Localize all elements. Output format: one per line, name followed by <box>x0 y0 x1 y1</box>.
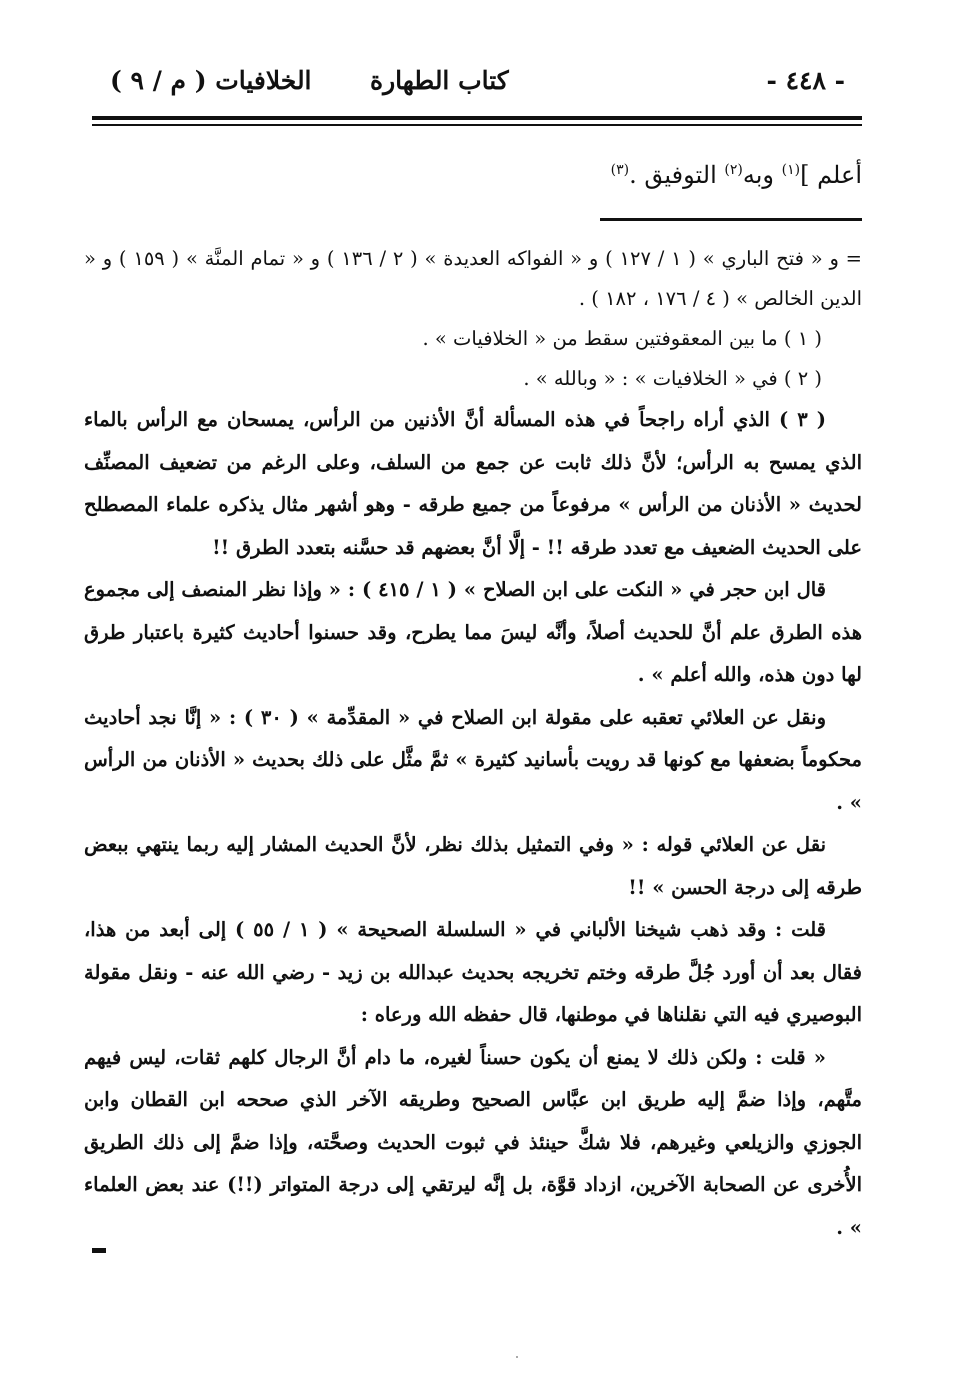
footnote-ref-2: (٢) <box>724 162 743 178</box>
footnote-separator <box>600 218 862 221</box>
footnote-3-paragraph: نقل عن العلائي قوله : « وفي التمثيل بذلك نظر، لأنَّ الحديث المشار إليه ربما ينتهي ببعض طرقه إلى درجة الحسن » !! <box>84 833 862 899</box>
book-title: كتاب الطهارة <box>370 66 509 95</box>
footnote-2: ( ٢ ) في « الخلافيات » : « وبالله » . <box>523 367 822 390</box>
header-rule-thick <box>92 116 862 120</box>
footnote-ref-1: (١) <box>781 162 801 178</box>
main-text-line <box>102 150 862 195</box>
scan-speck <box>516 1356 518 1358</box>
footnote-3-paragraph: قال ابن حجر في « النكت على ابن الصلاح » ( ١ / ٤١٥ ) : « وإذا نظر المنصف إلى مجموع هذه الطرق علم أنَّ للحديث أصلاً، وأنَّه ليسَ مما يطرح، وقد حسنوا أحاديث كثيرة باعتبار طرق لها دون هذه، والله أعلم » . <box>84 578 862 686</box>
footnotes <box>84 239 862 1249</box>
footnote-ref-3: (٣) <box>610 162 630 178</box>
main-text-segment: أعلم ] <box>800 161 862 189</box>
footnote-1: ( ١ ) ما بين المعقوفتين سقط من « الخلافيات » . <box>422 327 822 350</box>
footnote-3-paragraph: ونقل عن العلائي تعقبه على مقولة ابن الصلاح في « المقدِّمة » ( ٣٠ ) : « إنَّا نجد أحاديث محكوماً بضعفها مع كونها قد رويت بأسانيد كثيرة » ثمَّ مثَّل على ذلك بحديث « الأذنان من الرأس » . <box>84 705 862 814</box>
footnote-3-paragraph: « قلت : ولكن ذلك لا يمنع أن يكون حسناً لغيره، ما دام أنَّ الرجال كلهم ثقات، ليس فيهم متَّهم، وإذا ضمَّ إليه طريق ابن عبَّاس الصحيح وطريقه الآخر الذي صححه ابن القطان وابن الجوزي والزيلعي وغيرهم، فلا شكَّ حينئذ في ثبوت الحديث وصحَّته، وإذا ضمَّ إلى ذلك الطريق الأُخرى عن الصحابة الآخرين، ازداد قوَّة، بل إنَّه ليرتقي إلى درجة المتواتر (!!) عند بعض العلماء » . <box>84 1045 862 1239</box>
main-text-segment: التوفيق . <box>629 161 725 189</box>
continuation-mark <box>92 1248 106 1253</box>
running-reference: الخلافيات ( م / ٩ ) <box>110 66 312 95</box>
main-text-segment: وبه <box>742 161 782 189</box>
header-rule-thin <box>92 124 862 126</box>
running-header <box>110 66 845 106</box>
footnote-3-paragraph: ( ٣ ) الذي أراه راجحاً في هذه المسألة أنَّ الأذنين من الرأس، يمسحان مع الرأس بالماء الذي يمسح به الرأس؛ لأنَّ ذلك ثابت عن جمع من السلف، وعلى الرغم من تضعيف المصنِّف لحديث « الأذنان من الرأس » مرفوعاً من جميع طرقه - وهو أشهر مثال يذكره علماء المصطلح على الحديث الضعيف مع تعدد طرقه !! - إلَّا أنَّ بعضهم قد حسَّنه بتعدد الطرق !! <box>84 408 862 559</box>
footnote-continuation: = و « فتح الباري » ( ١ / ١٢٧ ) و « الفواكه العديدة » ( ٢ / ١٣٦ ) و « تمام المنَّة » ( ١٥٩ ) و « الدين الخالص » ( ٤ / ١٧٦ ، ١٨٢ ) . <box>84 247 862 310</box>
footnote-3-paragraph: قلت : وقد ذهب شيخنا الألباني في « السلسلة الصحيحة » ( ١ / ٥٥ ) إلى أبعد من هذا، فقال بعد أن أورد جُلَّ طرقه وختم تخريجه بحديث عبدالله بن زيد - رضي الله عنه - ونقل مقولة البوصيري فيه التي نقلناها في موطنها، قال حفظه الله ورعاه : <box>84 918 862 1026</box>
page-number: - ٤٤٨ - <box>766 66 845 95</box>
